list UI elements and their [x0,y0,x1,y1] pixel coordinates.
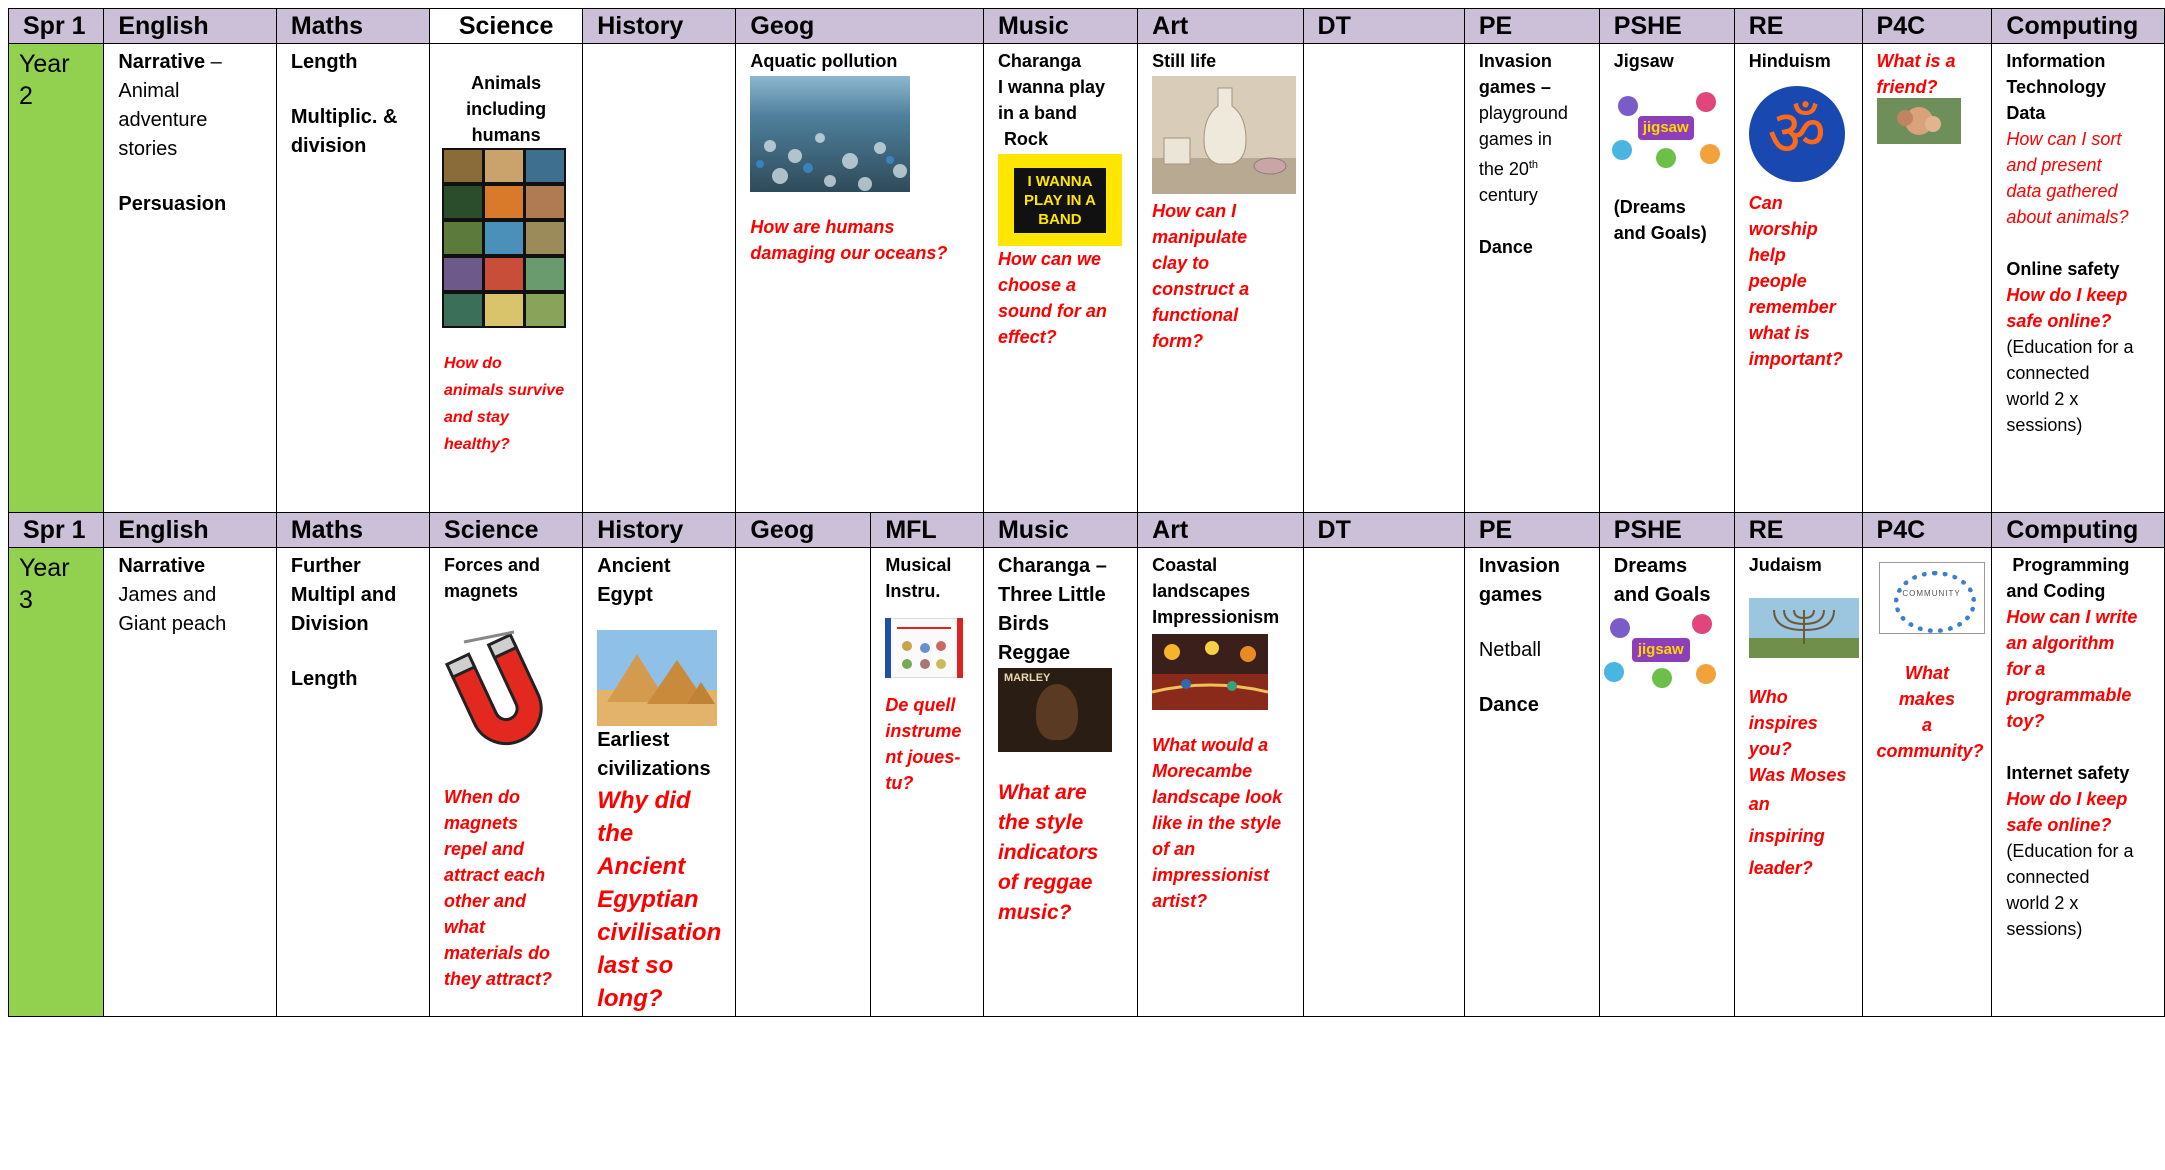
i-wanna-play-in-a-band-image: I WANNA PLAY IN A BAND [998,154,1122,246]
year3-pshe: Dreams and Goals jigsaw [1599,548,1734,1017]
year2-label: Year 2 [9,44,104,513]
year3-music: Charanga – Three Little Birds Reggae MARLEY What are the style indicators of reggae music? [983,548,1137,1017]
year3-header-row [9,513,2165,548]
header-science: Science [430,9,583,44]
year2-art: Still life How can I manipulate clay to construct a functional form? [1138,44,1303,513]
header-history: History [583,513,736,548]
year2-english: Narrative – Animal adventure stories Persuasion [104,44,276,513]
still-life-image [1152,76,1296,194]
year2-header-row [9,9,2165,44]
year2-geog: Aquatic pollution How are humans damaging our oceans? [736,44,984,513]
header-re: RE [1734,513,1862,548]
header-pshe: PSHE [1599,513,1734,548]
year3-pe: Invasion games Netball Dance [1464,548,1599,1017]
musical-instruments-image [885,618,963,678]
year3-p4c: COMMUNITY What makes a community? [1862,548,1992,1017]
header-computing: Computing [1992,513,2165,548]
year3-english: Narrative James and Giant peach [104,548,276,1017]
header-p4c: P4C [1862,513,1992,548]
om-symbol-icon: ॐ [1749,86,1845,182]
jigsaw-image: jigsaw [1602,610,1720,694]
year3-label: Year 3 [9,548,104,1017]
header-music: Music [983,9,1137,44]
year3-geog [736,548,871,1017]
header-pe: PE [1464,513,1599,548]
year2-pshe: Jigsaw jigsaw (Dreams and Goals) [1599,44,1734,513]
year3-history: Ancient Egypt Earliest civilizations Why did the Ancient Egyptian civilisation last so long? [583,548,736,1017]
year2-computing: Information Technology Data How can I sort and present data gathered about animals? Online safety How do I keep safe online? (Education for a connected world 2 x sessions) [1992,44,2165,513]
header-re: RE [1734,9,1862,44]
menorah-image [1749,598,1859,658]
curriculum-table [8,8,2165,1017]
header-p4c: P4C [1862,9,1992,44]
year3-art: Coastal landscapes Impressionism What would a Morecambe landscape look like in the style of an impressionist artist? [1138,548,1303,1017]
header-mfl: MFL [871,513,984,548]
year2-music: Charanga I wanna play in a band Rock I WANNA PLAY IN A BAND How can we choose a sound for an effect? [983,44,1137,513]
year2-science: Animals including humans How do animals survive and stay healthy? [430,44,583,513]
header-art: Art [1138,9,1303,44]
jigsaw-image: jigsaw [1608,86,1724,176]
timetable [8,8,2165,1017]
header-geog: Geog [736,513,871,548]
header-dt: DT [1303,513,1464,548]
year3-maths: Further Multipl and Division Length [276,548,429,1017]
year3-computing: Programming and Coding How can I write an algorithm for a programmable toy? Internet safety How do I keep safe online? (Education for a connected world 2 x sessions) [1992,548,2165,1017]
header-art: Art [1138,513,1303,548]
animals-collage-image [442,148,566,328]
community-image: COMMUNITY [1879,562,1985,634]
header-geog: Geog [736,9,984,44]
year2-p4c: What is a friend? [1862,44,1992,513]
year3-body-row [9,548,2165,1017]
header-maths: Maths [276,513,429,548]
year3-dt [1303,548,1464,1017]
header-history: History [583,9,736,44]
year2-history [583,44,736,513]
bob-marley-album-image: MARLEY [998,668,1112,752]
impressionist-painting-image [1152,634,1268,710]
header-music: Music [983,513,1137,548]
year2-re: Hinduism ॐ Can worship help people remember what is important? [1734,44,1862,513]
friends-hands-image [1877,98,1961,144]
header-maths: Maths [276,9,429,44]
header-science: Science [430,513,583,548]
year3-re: Judaism Who inspires you? Was Moses an inspiring leader? [1734,548,1862,1017]
year2-dt [1303,44,1464,513]
year2-body-row [9,44,2165,513]
header-dt: DT [1303,9,1464,44]
header-pshe: PSHE [1599,9,1734,44]
header-english: English [104,9,276,44]
year2-maths: Length Multiplic. & division [276,44,429,513]
header-english: English [104,513,276,548]
ocean-pollution-image [750,76,910,192]
pyramids-image [597,630,717,726]
header-term: Spr 1 [9,513,104,548]
year2-pe: Invasion games – playground games in the 20th century Dance [1464,44,1599,513]
header-term: Spr 1 [9,9,104,44]
header-pe: PE [1464,9,1599,44]
year3-science: Forces and magnets When do magnets repel and attract each other and what materials do they attract? [430,548,583,1017]
header-computing: Computing [1992,9,2165,44]
horseshoe-magnet-image [444,624,564,774]
year3-mfl: Musical Instru. De quell instrume nt joues- tu? [871,548,984,1017]
